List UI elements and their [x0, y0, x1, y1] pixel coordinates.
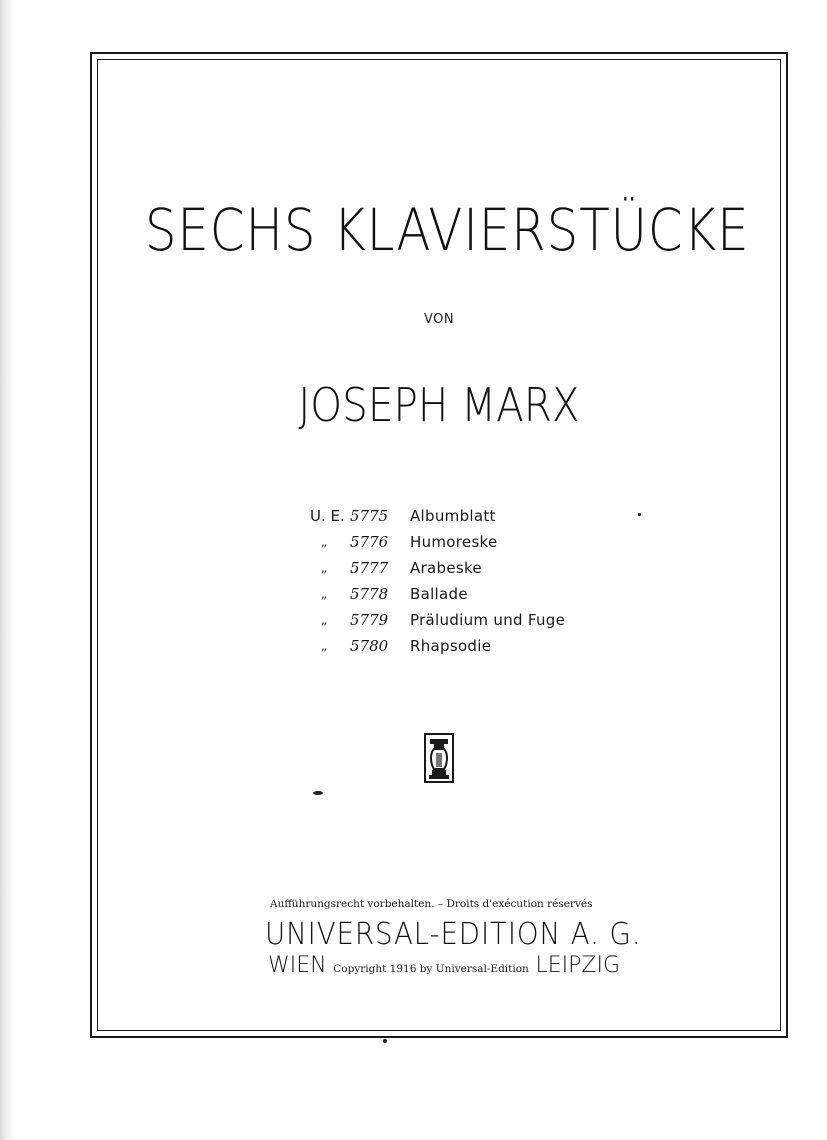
work-number: 5776 — [350, 533, 389, 551]
ditto-mark: „ — [320, 587, 328, 601]
list-item — [310, 529, 565, 555]
works-list — [310, 503, 565, 659]
scan-speck — [638, 513, 641, 516]
work-number: 5778 — [350, 585, 389, 603]
composer-name: JOSEPH MARX — [298, 378, 580, 432]
imprint-line — [268, 953, 620, 978]
page-title: SECHS KLAVIERSTÜCKE — [144, 196, 750, 264]
work-title: Albumblatt — [410, 507, 496, 525]
scan-edge-shadow — [0, 0, 14, 1140]
work-title: Rhapsodie — [410, 637, 492, 655]
work-title: Präludium und Fuge — [410, 611, 566, 629]
city-leipzig: LEIPZIG — [535, 953, 620, 978]
list-item — [310, 633, 565, 659]
city-wien: WIEN — [268, 953, 327, 978]
work-number: 5775 — [350, 507, 389, 525]
work-prefix: U. E. — [310, 507, 345, 525]
work-number: 5777 — [350, 559, 389, 577]
ditto-mark: „ — [320, 639, 328, 653]
list-item — [310, 581, 565, 607]
ditto-mark: „ — [320, 561, 328, 575]
list-item — [310, 607, 565, 633]
scan-speck — [383, 1039, 387, 1043]
scan-speck — [313, 791, 323, 795]
copyright-notice: Copyright 1916 by Universal-Edition — [333, 963, 529, 975]
ditto-mark: „ — [320, 535, 328, 549]
lyre-emblem-icon — [424, 733, 454, 787]
list-item — [310, 555, 565, 581]
work-title: Arabeske — [410, 559, 482, 577]
ditto-mark: „ — [320, 613, 328, 627]
work-number: 5780 — [350, 637, 389, 655]
list-item — [310, 503, 565, 529]
by-label: VON — [423, 312, 455, 327]
work-title: Humoreske — [410, 533, 498, 551]
performance-rights-notice: Aufführungsrecht vorbehalten. – Droits d'exécution réservés — [270, 898, 593, 910]
work-title: Ballade — [410, 585, 468, 603]
publisher-name: UNIVERSAL-EDITION A. G. — [265, 917, 642, 952]
work-number: 5779 — [350, 611, 389, 629]
